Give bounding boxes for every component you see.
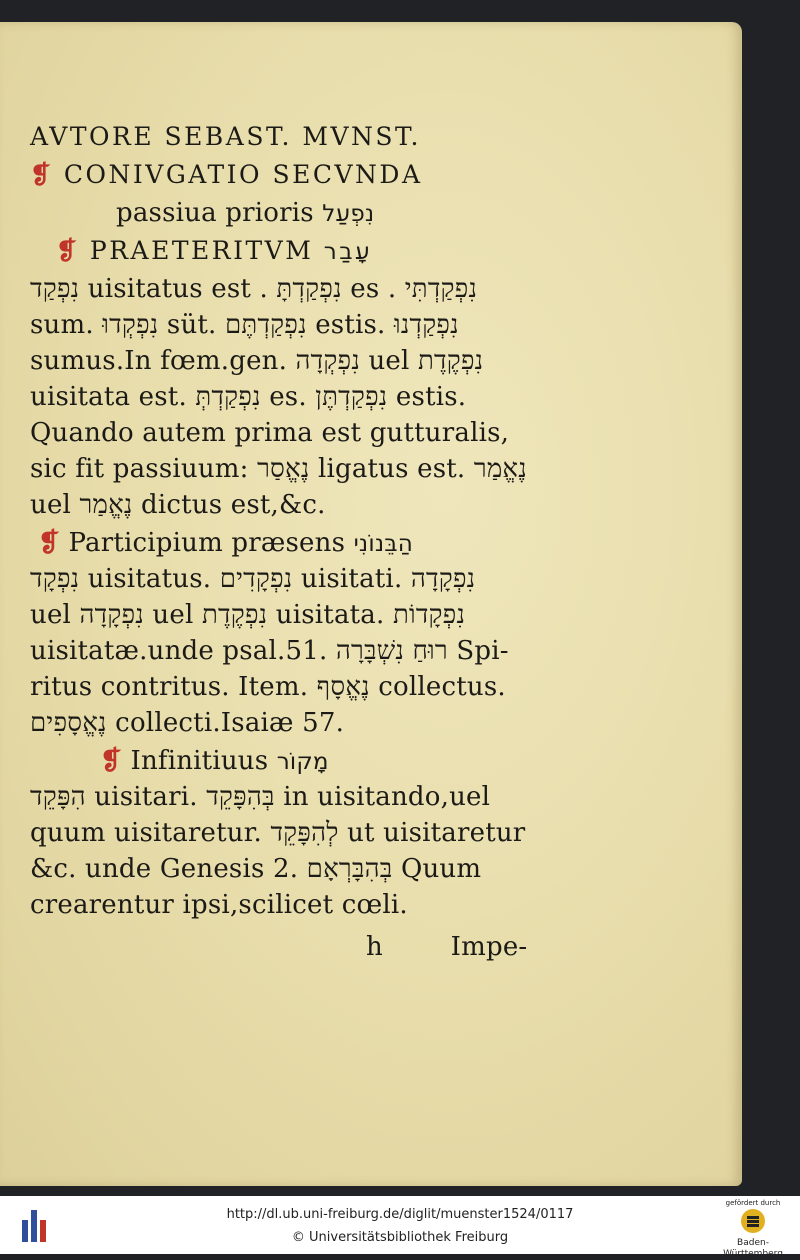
text-line: uisitatæ.unde psal.51. רוּחַ נִשְׁבָּרָה Spi-	[30, 636, 509, 666]
page-url[interactable]: http://dl.ub.uni-freiburg.de/diglit/muenster1524/0117	[226, 1207, 574, 1222]
text-line: ❡ Participium præsens הַבֵּנוֹנִי	[38, 528, 413, 558]
running-head: AVTORE SEBAST. MVNST.	[30, 122, 421, 151]
text-line: נֶאֱסָפִים collecti.Isaiæ 57.	[30, 708, 345, 738]
text-line: sic fit passiuum: נֶאֱסַר ligatus est. נֶאֱמַר	[30, 454, 527, 484]
text-line: crearentur ipsi,scilicet cœli.	[30, 890, 408, 920]
viewer-footer	[0, 1196, 800, 1259]
book-page	[0, 22, 742, 1186]
catchword-line: h Impe-	[366, 932, 528, 962]
text-line: &c. unde Genesis 2. בְּהִבָּרְאָם Quum	[30, 854, 482, 884]
text-line: uisitata est. נִפְקַדְתְּ es. נִפְקַדְתֶּן estis.	[30, 382, 467, 412]
text-line: uel נֶאֱמַר dictus est,&c.	[30, 490, 326, 520]
text-line: ❡ CONIVGATIO SECVNDA	[30, 160, 423, 189]
pilcrow-icon: ❡	[56, 236, 80, 265]
pilcrow-icon: ❡	[30, 160, 54, 189]
text-line: passiua prioris נִפְעַל	[116, 198, 375, 228]
text-line: uel נִפְקָדָה uel נִפְקֶדֶת uisitata. נִפְקָדוֹת	[30, 600, 466, 630]
text-line: נִפְקַד uisitatus est . נִפְקַדְתָּ es . נִפְקַדְתִּי	[30, 274, 478, 304]
text-line: ❡ Infinitiuus מָקוֹר	[100, 746, 329, 776]
text-line: sumus.In fœm.gen. נִפְקְדָה uel נִפְקֶדֶת	[30, 346, 484, 376]
text-line: נִפְקָד uisitatus. נִפְקָדִים uisitati. נִפְקָדָה	[30, 564, 476, 594]
text-line: הִפָּקֵד uisitari. בְּהִפָּקֵד in uisitando,uel	[30, 782, 491, 812]
pilcrow-icon: ❡	[38, 528, 60, 558]
text-line: ❡ PRAETERITVM עָבַר	[56, 236, 373, 265]
text-line: Quando autem prima est gutturalis,	[30, 418, 510, 448]
sponsor-name: Baden-Württemberg	[723, 1238, 783, 1259]
state-coat-of-arms-icon	[740, 1208, 766, 1234]
sponsor-badge	[712, 1199, 794, 1260]
text-line: ritus contritus. Item. נֶאֱסָף collectus.	[30, 672, 506, 702]
pilcrow-icon: ❡	[100, 746, 122, 776]
sponsor-caption: gefördert durch	[725, 1199, 781, 1207]
text-line: sum. נִפְקְדוּ süt. נִפְקַדְתֶּם estis. נִפְקַדְנוּ	[30, 310, 459, 340]
text-line: quum uisitaretur. לְהִפָּקֵד ut uisitaretur	[30, 818, 526, 848]
copyright-notice: © Universitätsbibliothek Freiburg	[291, 1230, 509, 1245]
